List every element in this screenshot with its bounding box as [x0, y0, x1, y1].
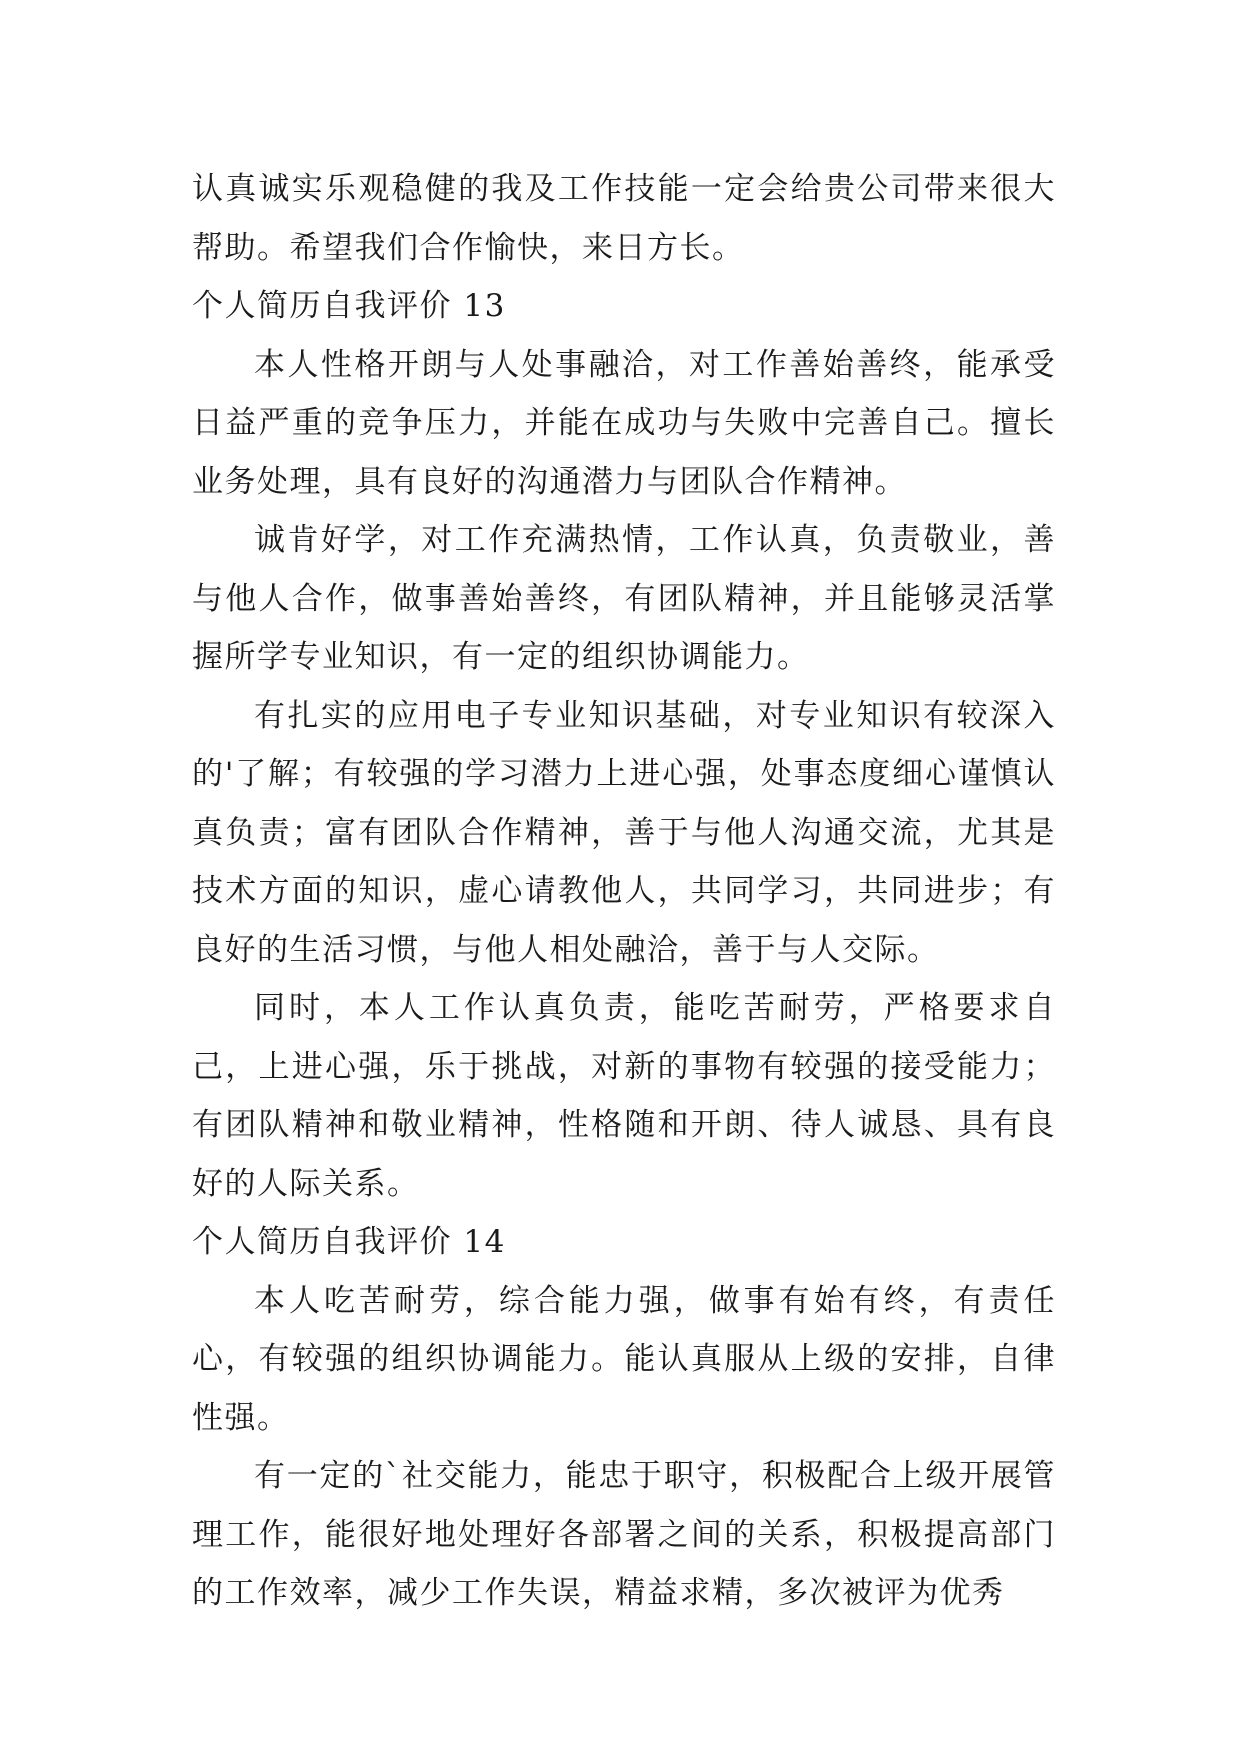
- section-heading: 个人简历自我评价 14: [192, 1224, 506, 1260]
- document-page: [192, 160, 1056, 1623]
- section-heading: 个人简历自我评价 13: [192, 288, 506, 324]
- paragraph: 有一定的`社交能力，能忠于职守，积极配合上级开展管理工作，能很好地处理好各部署之间的关系，积极提高部门的工作效率，减少工作失误，精益求精，多次被评为优秀: [192, 1458, 1056, 1611]
- paragraph: 诚肯好学，对工作充满热情，工作认真，负责敬业，善与他人合作，做事善始善终，有团队精神，并且能够灵活掌握所学专业知识，有一定的组织协调能力。: [192, 522, 1056, 675]
- paragraph: 本人吃苦耐劳，综合能力强，做事有始有终，有责任心，有较强的组织协调能力。能认真服从上级的安排，自律性强。: [192, 1282, 1056, 1436]
- lead-paragraph: 认真诚实乐观稳健的我及工作技能一定会给贵公司带来很大帮助。希望我们合作愉快，来日方长。: [192, 171, 1056, 266]
- paragraph: 本人性格开朗与人处事融洽，对工作善始善终，能承受日益严重的竞争压力，并能在成功与失败中完善自己。擅长业务处理，具有良好的沟通潜力与团队合作精神。: [192, 346, 1056, 500]
- paragraph: 有扎实的应用电子专业知识基础，对专业知识有较深入的'了解；有较强的学习潜力上进心强，处事态度细心谨慎认真负责；富有团队合作精神，善于与他人沟通交流，尤其是技术方面的知识，虚心请教他人，共同学习，共同进步；有良好的生活习惯，与他人相处融洽，善于与人交际。: [192, 697, 1056, 968]
- paragraph: 同时，本人工作认真负责，能吃苦耐劳，严格要求自己，上进心强，乐于挑战，对新的事物有较强的接受能力；有团队精神和敬业精神，性格随和开朗、待人诚恳、具有良好的人际关系。: [192, 990, 1056, 1202]
